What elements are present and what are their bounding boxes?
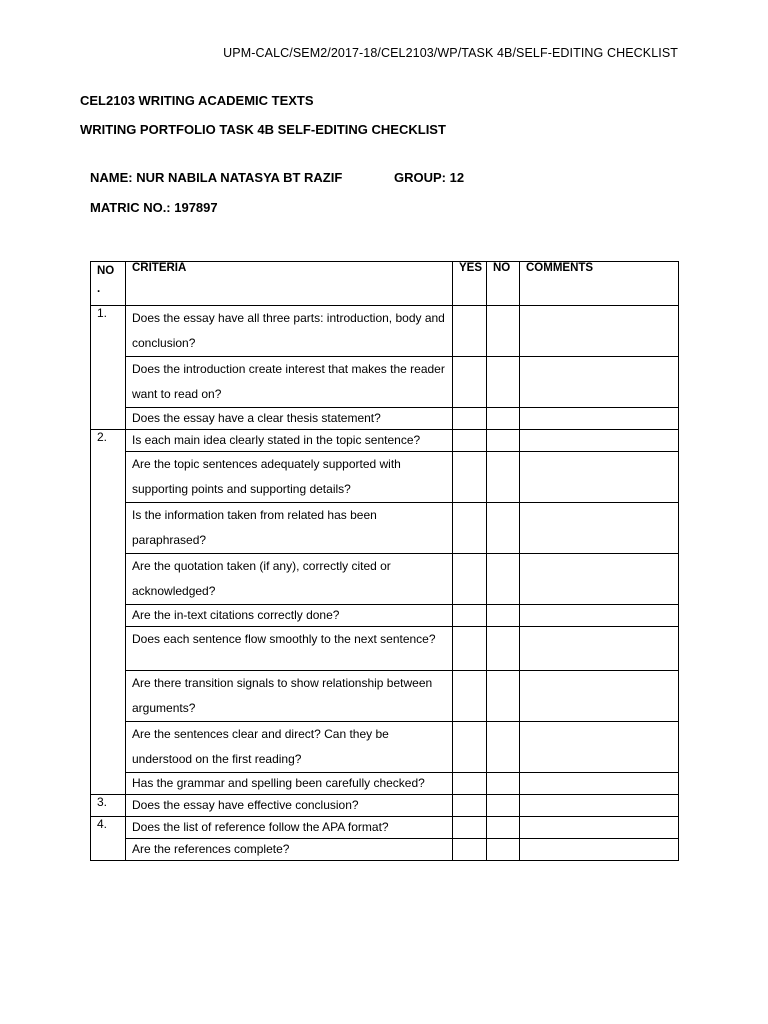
table-row xyxy=(91,817,679,839)
comment-cell[interactable] xyxy=(520,839,679,861)
criterion-text: Does each sentence flow smoothly to the next sentence? xyxy=(126,627,453,671)
column-header-comments: COMMENTS xyxy=(520,262,679,306)
yes-checkbox-cell[interactable] xyxy=(453,795,487,817)
page-header-reference: UPM-CALC/SEM2/2017-18/CEL2103/WP/TASK 4B/SELF-EDITING CHECKLIST xyxy=(223,46,678,60)
no-checkbox-cell[interactable] xyxy=(487,795,520,817)
yes-checkbox-cell[interactable] xyxy=(453,817,487,839)
no-checkbox-cell[interactable] xyxy=(487,503,520,554)
yes-checkbox-cell[interactable] xyxy=(453,430,487,452)
comment-cell[interactable] xyxy=(520,554,679,605)
column-header-no: NO . xyxy=(91,262,126,306)
section-number: 2. xyxy=(91,430,126,795)
comment-cell[interactable] xyxy=(520,503,679,554)
comment-cell[interactable] xyxy=(520,627,679,671)
section-number: 4. xyxy=(91,817,126,861)
yes-checkbox-cell[interactable] xyxy=(453,503,487,554)
comment-cell[interactable] xyxy=(520,306,679,357)
comment-cell[interactable] xyxy=(520,452,679,503)
no-checkbox-cell[interactable] xyxy=(487,773,520,795)
table-row xyxy=(91,795,679,817)
criterion-text: Are the topic sentences adequately supported with supporting points and supporting details? xyxy=(126,452,453,503)
table-header-row xyxy=(91,262,679,306)
table-row xyxy=(91,430,679,452)
yes-checkbox-cell[interactable] xyxy=(453,722,487,773)
table-row xyxy=(91,773,679,795)
section-number: 3. xyxy=(91,795,126,817)
table-row xyxy=(91,306,679,357)
yes-checkbox-cell[interactable] xyxy=(453,357,487,408)
criterion-text: Does the essay have all three parts: introduction, body and conclusion? xyxy=(126,306,453,357)
yes-checkbox-cell[interactable] xyxy=(453,554,487,605)
no-checkbox-cell[interactable] xyxy=(487,671,520,722)
no-checkbox-cell[interactable] xyxy=(487,722,520,773)
table-row xyxy=(91,554,679,605)
table-row xyxy=(91,671,679,722)
criterion-text: Are the in-text citations correctly done? xyxy=(126,605,453,627)
table-row xyxy=(91,408,679,430)
no-checkbox-cell[interactable] xyxy=(487,408,520,430)
no-checkbox-cell[interactable] xyxy=(487,817,520,839)
no-checkbox-cell[interactable] xyxy=(487,605,520,627)
column-header-criteria: CRITERIA xyxy=(126,262,453,306)
yes-checkbox-cell[interactable] xyxy=(453,452,487,503)
self-editing-checklist-table xyxy=(90,261,679,861)
yes-checkbox-cell[interactable] xyxy=(453,605,487,627)
criterion-text: Are the sentences clear and direct? Can they be understood on the first reading? xyxy=(126,722,453,773)
criterion-text: Has the grammar and spelling been carefully checked? xyxy=(126,773,453,795)
criterion-text: Are there transition signals to show relationship between arguments? xyxy=(126,671,453,722)
yes-checkbox-cell[interactable] xyxy=(453,671,487,722)
column-header-yes: YES xyxy=(453,262,487,306)
no-checkbox-cell[interactable] xyxy=(487,430,520,452)
comment-cell[interactable] xyxy=(520,795,679,817)
comment-cell[interactable] xyxy=(520,722,679,773)
yes-checkbox-cell[interactable] xyxy=(453,408,487,430)
criterion-text: Does the list of reference follow the APA format? xyxy=(126,817,453,839)
comment-cell[interactable] xyxy=(520,817,679,839)
column-header-no-answer: NO xyxy=(487,262,520,306)
criterion-text: Does the essay have effective conclusion? xyxy=(126,795,453,817)
table-row xyxy=(91,357,679,408)
criterion-text: Does the essay have a clear thesis statement? xyxy=(126,408,453,430)
comment-cell[interactable] xyxy=(520,671,679,722)
yes-checkbox-cell[interactable] xyxy=(453,306,487,357)
table-row xyxy=(91,722,679,773)
student-name: NAME: NUR NABILA NATASYA BT RAZIF xyxy=(90,170,343,185)
comment-cell[interactable] xyxy=(520,605,679,627)
yes-checkbox-cell[interactable] xyxy=(453,773,487,795)
criterion-text: Are the quotation taken (if any), correctly cited or acknowledged? xyxy=(126,554,453,605)
no-checkbox-cell[interactable] xyxy=(487,627,520,671)
comment-cell[interactable] xyxy=(520,408,679,430)
yes-checkbox-cell[interactable] xyxy=(453,839,487,861)
no-checkbox-cell[interactable] xyxy=(487,839,520,861)
criterion-text: Are the references complete? xyxy=(126,839,453,861)
table-row xyxy=(91,605,679,627)
student-group: GROUP: 12 xyxy=(394,170,465,185)
table-row xyxy=(91,839,679,861)
document-title: WRITING PORTFOLIO TASK 4B SELF-EDITING CHECKLIST xyxy=(80,122,446,137)
table-row xyxy=(91,452,679,503)
no-checkbox-cell[interactable] xyxy=(487,554,520,605)
no-checkbox-cell[interactable] xyxy=(487,357,520,408)
no-checkbox-cell[interactable] xyxy=(487,452,520,503)
course-title: CEL2103 WRITING ACADEMIC TEXTS xyxy=(80,93,314,108)
section-number: 1. xyxy=(91,306,126,430)
criterion-text: Is each main idea clearly stated in the topic sentence? xyxy=(126,430,453,452)
no-checkbox-cell[interactable] xyxy=(487,306,520,357)
criterion-text: Is the information taken from related has been paraphrased? xyxy=(126,503,453,554)
table-row xyxy=(91,503,679,554)
comment-cell[interactable] xyxy=(520,773,679,795)
comment-cell[interactable] xyxy=(520,430,679,452)
comment-cell[interactable] xyxy=(520,357,679,408)
table-row xyxy=(91,627,679,671)
matric-number: MATRIC NO.: 197897 xyxy=(90,200,218,215)
yes-checkbox-cell[interactable] xyxy=(453,627,487,671)
criterion-text: Does the introduction create interest that makes the reader want to read on? xyxy=(126,357,453,408)
